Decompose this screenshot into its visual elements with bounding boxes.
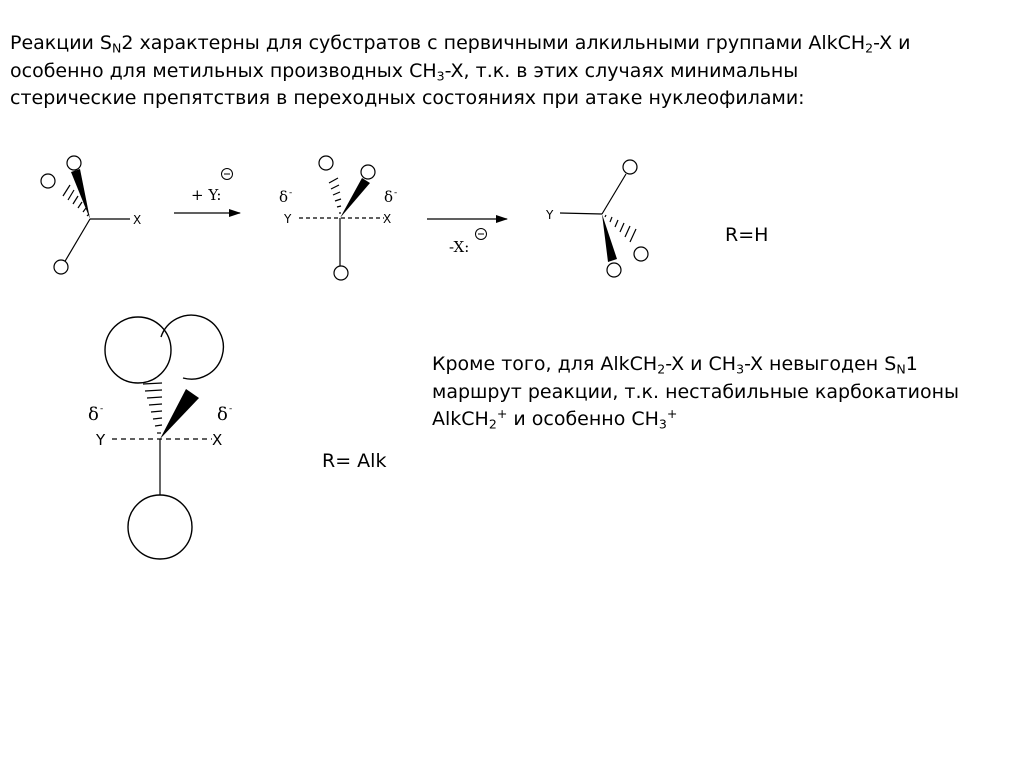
reactant-molecule (41, 156, 141, 274)
superscript: + (666, 406, 678, 422)
hash-bond (329, 178, 341, 213)
text-fragment: 1 (905, 353, 918, 375)
bond-c-up (602, 174, 626, 214)
wedge-bond (340, 178, 370, 218)
alkyl-group-circle (128, 495, 192, 559)
arrow-add-nucleophile (174, 169, 240, 214)
subscript: N (896, 361, 906, 377)
atom-x-label: X (383, 212, 392, 226)
delta-charge: - (289, 188, 293, 198)
delta-charge: - (100, 404, 104, 414)
subscript: 2 (657, 361, 666, 377)
bond-c-h-down (64, 219, 90, 263)
label-r-equals-h: R=H (725, 224, 769, 246)
wedge-bond (602, 214, 617, 262)
substituent-circle (361, 165, 375, 179)
note-paragraph (432, 351, 1012, 434)
substituent-circle (634, 247, 648, 261)
note-line-1 (432, 351, 1012, 379)
hash-bond (143, 383, 162, 433)
intro-line-3: стерические препятствия в переходных состояниях при атаке нуклеофилами: (10, 87, 805, 109)
bond-c-y (560, 213, 602, 214)
text-fragment: -X, т.к. в этих случаях минимальны (444, 59, 799, 82)
atom-y-label: Y (96, 431, 106, 449)
substituent-circle (334, 266, 348, 280)
text-fragment: -X и CH (665, 353, 737, 375)
substituent-circle (607, 263, 621, 277)
atom-x-label: X (212, 431, 223, 449)
substituent-circle (41, 174, 55, 188)
subscript: 3 (736, 361, 745, 377)
substituent-circle (623, 160, 637, 174)
note-line-2: маршрут реакции, т.к. нестабильные карбокатионы (432, 380, 960, 403)
substituent-circle (54, 260, 68, 274)
subscript: 3 (658, 416, 667, 432)
text-fragment: -X и (873, 32, 911, 54)
text-fragment: AlkCH (432, 408, 489, 430)
text-fragment: и особенно CH (507, 408, 659, 430)
text-fragment: Реакции S (10, 32, 112, 54)
subscript: 2 (488, 416, 497, 432)
delta-symbol: δ (384, 188, 394, 206)
atom-y-label: Y (284, 212, 292, 226)
delta-charge: - (229, 404, 233, 414)
alkyl-group-circle (105, 317, 171, 383)
text-fragment: Кроме того, для AlkCH (432, 353, 658, 375)
subscript: N (112, 40, 122, 56)
product-molecule (545, 160, 648, 277)
delta-symbol: δ (217, 404, 228, 425)
delta-symbol: δ (279, 188, 289, 206)
wedge-bond (160, 389, 199, 439)
delta-symbol: δ (88, 404, 99, 425)
substituent-circle (319, 156, 333, 170)
atom-x-label: X (133, 213, 142, 227)
reagent-label: + Y: (191, 186, 222, 204)
text-fragment: 2 характерны для субстратов с первичными алкильными группами AlkCH (121, 32, 866, 54)
label-r-equals-alk: R= Alk (322, 450, 387, 472)
text-fragment: -X невыгоден S (744, 353, 897, 375)
subscript: 2 (865, 40, 874, 56)
substituent-circle (67, 156, 81, 170)
arrow-leave-group (427, 219, 507, 256)
delta-charge: - (394, 188, 398, 198)
reagent-label: -X: (449, 238, 470, 256)
subscript: 3 (436, 68, 445, 83)
text-fragment: особенно для метильных производных CH (10, 59, 437, 82)
wedge-bond (71, 169, 90, 219)
atom-y-label: Y (546, 208, 554, 222)
transition-state-bulky (88, 315, 232, 559)
superscript: + (496, 406, 508, 422)
transition-state-small (279, 156, 397, 280)
note-line-3 (432, 406, 1012, 434)
